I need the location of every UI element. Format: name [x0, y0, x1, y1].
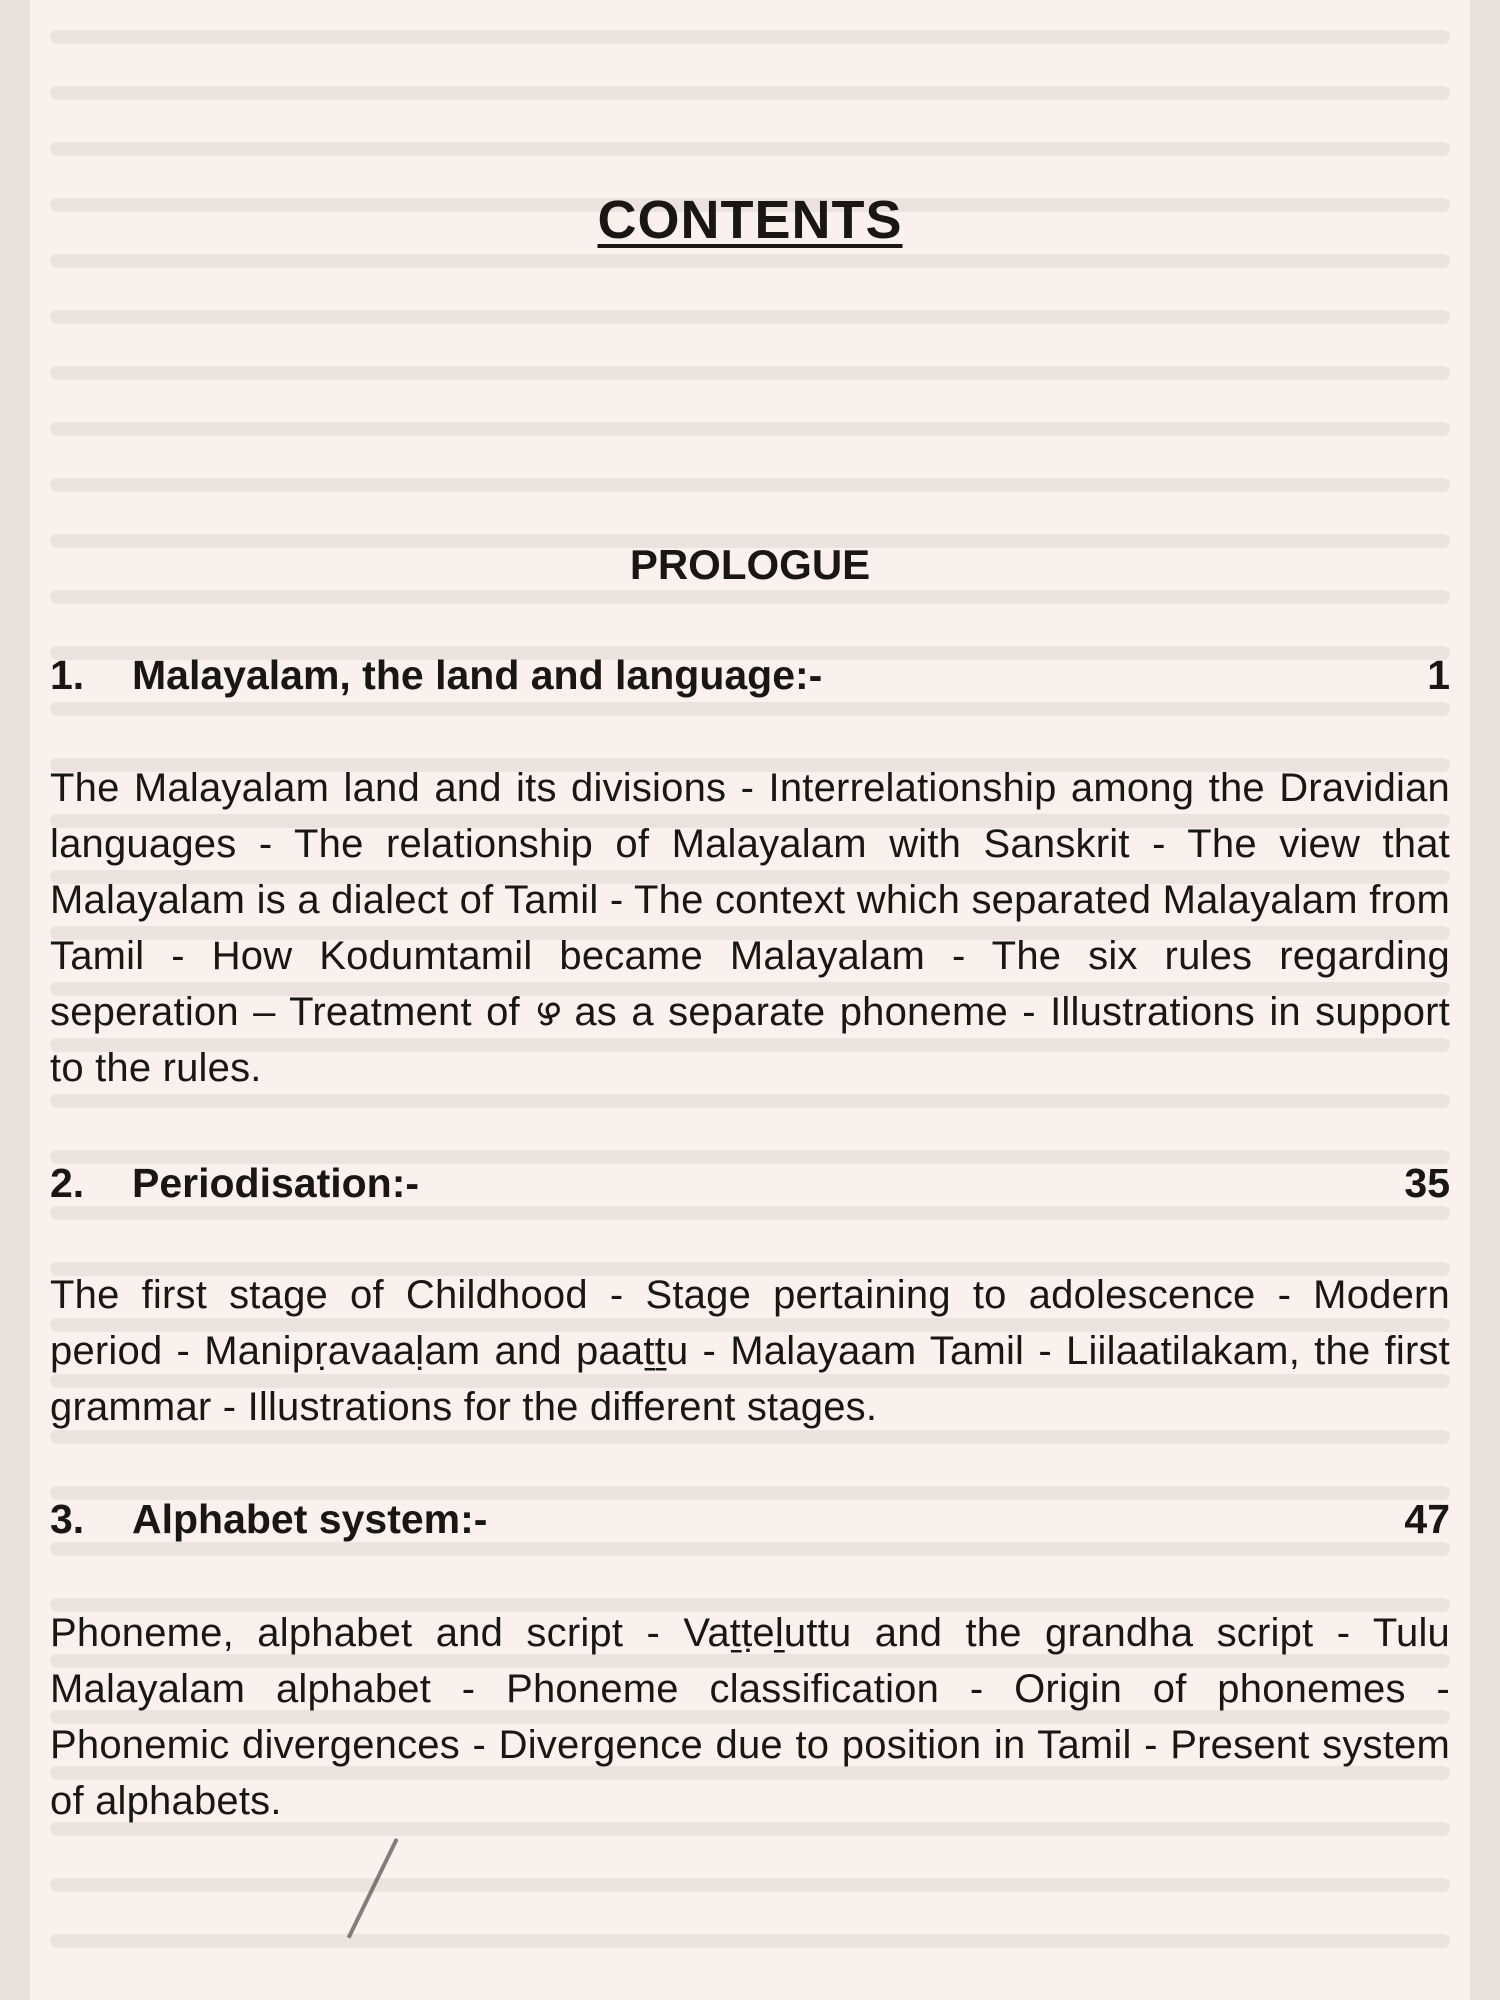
chapter-2-heading [50, 1158, 1450, 1208]
chapter-2-title: Periodisation:- [132, 1160, 420, 1206]
chapter-3-page: 47 [1404, 1496, 1450, 1542]
chapter-3-number: 3. [50, 1496, 85, 1542]
chapter-1-description: The Malayalam land and its divisions - Interrelationship among the Dravidian languages - The relationship of Malayalam with Sanskrit - The view that Malayalam is a dialect of Tamil - The context which separated Malayalam from Tamil - How Kodumtamil became Malayalam - The six rules regarding seperation – Treatment of ഴ as a separate phoneme - Illustrations in support to the rules. [50, 766, 1450, 1090]
chapter-2-number: 2. [50, 1160, 85, 1206]
chapter-1-page: 1 [1427, 652, 1450, 698]
contents-section [50, 0, 1450, 2000]
chapter-3-description: Phoneme, alphabet and script - Vaṯṭeḻuttu and the grandha script - Tulu Malayalam alphabet - Phoneme classification - Origin of phonemes - Phonemic divergences - Divergence due to position in Tamil - Present system of alphabets. [50, 1611, 1450, 1823]
chapter-2-description: The first stage of Childhood - Stage pertaining to adolescence - Modern period - Manipṛavaaḷam and paaṯṯu - Malayaam Tamil - Liilaatilakam, the first grammar - Illustrations for the different stages. [50, 1273, 1450, 1429]
book-page [30, 0, 1470, 2000]
contents-heading [50, 188, 1450, 252]
chapter-1-number: 1. [50, 652, 85, 698]
chapter-1-heading [50, 650, 1450, 700]
contents-heading-text: CONTENTS [597, 190, 903, 250]
chapter-3-heading [50, 1494, 1450, 1544]
prologue-heading: PROLOGUE [629, 541, 871, 588]
chapter-2-page: 35 [1404, 1160, 1450, 1206]
chapter-3-title: Alphabet system:- [132, 1496, 488, 1542]
chapter-1-title: Malayalam, the land and language:- [132, 652, 823, 698]
